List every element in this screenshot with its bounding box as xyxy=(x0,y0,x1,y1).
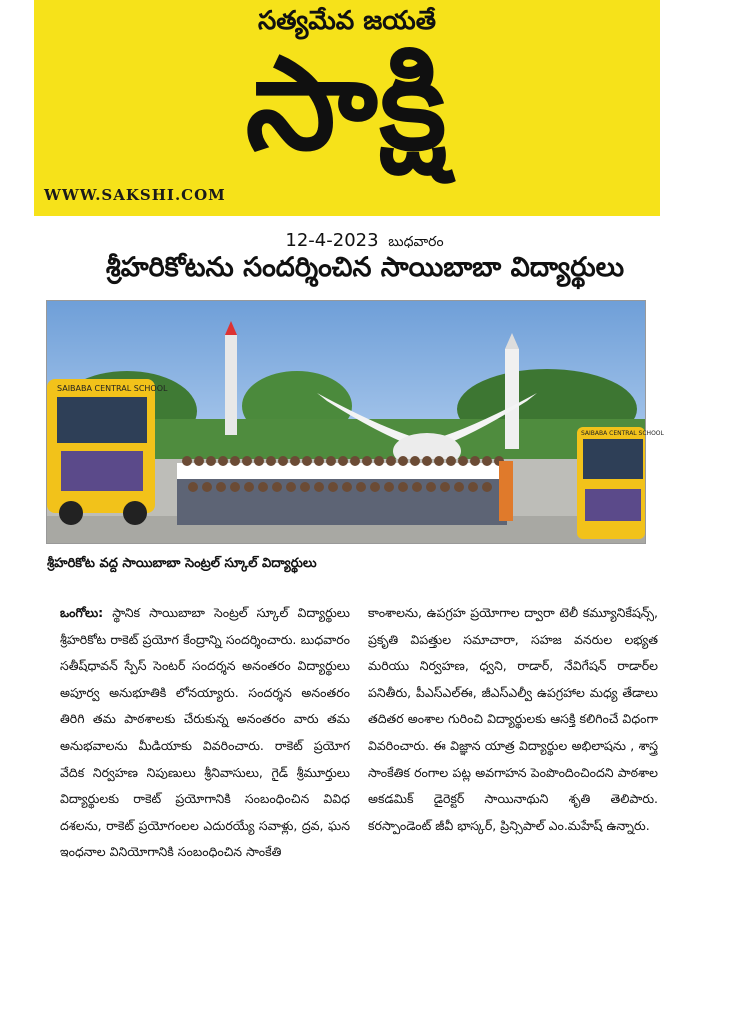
website-url[interactable]: WWW.SAKSHI.COM xyxy=(44,186,226,204)
article-dateline-place: ఒంగోలు: xyxy=(60,605,104,620)
article-paragraph-left xyxy=(60,600,350,866)
weekday: బుధవారం xyxy=(388,234,444,250)
school-bus-left xyxy=(47,379,168,525)
article-body-right: కాంశాలను, ఉపగ్రహ ప్రయోగాల ద్వారా టెలీ కమ్యూనికేషన్స్, ప్రకృతి విపత్తుల సమాచారా, సహజ వనరుల లభ్యత మరియు నిర్వహణ, ధ్వని, రాడార్, నేవిగేషన్ రాడార్‌ల పనితీరు, పీఎస్ఎల్ఈ, జీఎస్ఎల్వీ ఉపగ్రహాల మధ్య తేడాలు తదితర అంశాల గురించి విద్యార్థులకు ఆసక్తి కలిగించే విధంగా వివరించారు. ఈ విజ్ఞాన యాత్ర విద్యార్థుల అభిలాషను , శాస్త్ర సాంకేతిక రంగాల పట్ల అవగాహన పెంపొందించిందని పాఠశాల అకడమిక్ డైరెక్టర్ సాయినాథుని శృతి తెలిపారు. కరస్పాండెంట్ జీవీ భాస్కర్, ప్రిన్సిపాల్ ఎం.మహేష్ ఉన్నారు. xyxy=(368,605,658,833)
article-headline: శ్రీహరికోటను సందర్శించిన సాయిబాబా విద్యార్థులు xyxy=(105,252,625,283)
student-group xyxy=(177,456,513,525)
rocket-tower-left xyxy=(225,335,237,435)
masthead xyxy=(34,0,660,216)
date: 12-4-2023 xyxy=(285,230,379,251)
article-photo xyxy=(46,300,664,544)
bus-right-label: SAIBABA CENTRAL SCHOOL xyxy=(581,430,664,437)
photo-caption: శ్రీహరికోట వద్ద సాయిబాబా సెంట్రల్ స్కూల్ విద్యార్థులు xyxy=(47,556,317,571)
rocket-tower-right xyxy=(505,349,519,449)
bus-left-label: SAIBABA CENTRAL SCHOOL xyxy=(57,384,168,393)
school-bus-right xyxy=(577,427,665,539)
article-body-left: స్థానిక సాయిబాబా సెంట్రల్ స్కూల్ విద్యార్థులు శ్రీహరికోట రాకెట్ ప్రయోగ కేంద్రాన్ని సందర్శించారు. బుధవారం సతీష్‌ధావన్ స్పేస్ సెంటర్ సందర్శన అనంతరం విద్యార్థులు అపూర్వ అనుభూతికి లోనయ్యారు. సందర్శన అనంతరం తిరిగి తమ పాఠశాలకు చేరుకున్న అనంతరం వారు తమ అనుభవాలను మీడియాకు వివరించారు. రాకెట్ ప్రయోగ వేదిక నిర్వహణ నిపుణులు శ్రీనివాసులు, గైడ్ శ్రీమూర్తులు విద్యార్థులకు రాకెట్ ప్రయోగానికి సంబంధించిన వివిధ దశలను, రాకెట్ ప్రయోగంలల ఎదురయ్యే సవాళ్లు, ద్రవ, ఘన ఇంధనాల వినియోగానికి సంబంధించిన సాంకేతి xyxy=(60,605,350,860)
masthead-motto: సత్యమేవ జయతే xyxy=(258,6,436,36)
newspaper-logo: సాక్షి xyxy=(245,30,449,179)
photo-illustration xyxy=(47,301,664,543)
article-column-right xyxy=(368,600,658,839)
dateline xyxy=(0,230,729,253)
article-column-left xyxy=(60,600,350,866)
